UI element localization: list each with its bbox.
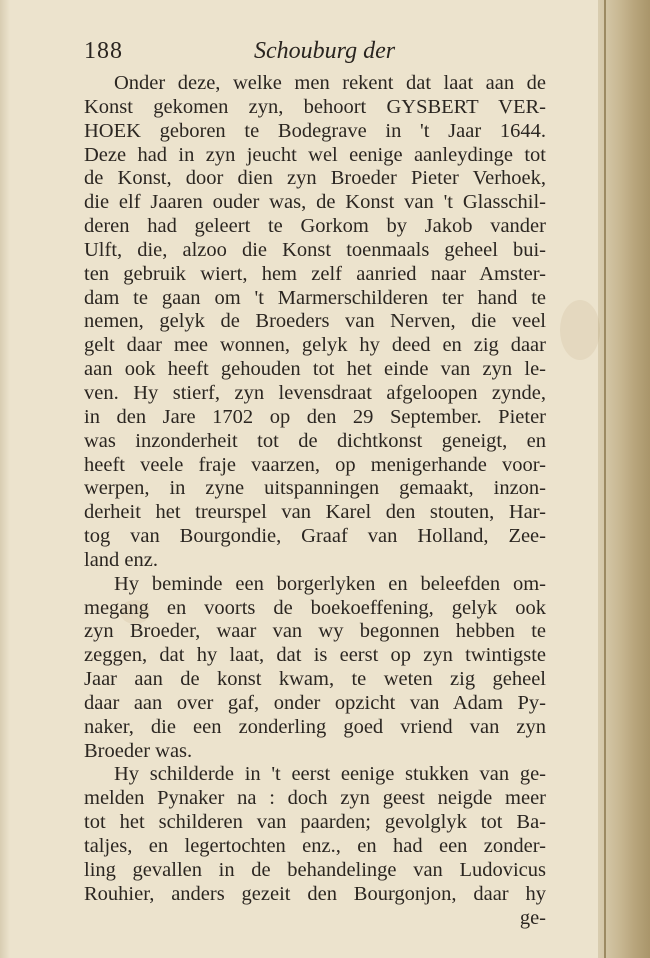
text-line: megang en voorts de boekoeffening, gelyk ook bbox=[84, 596, 546, 619]
text-line: de Konst, door dien zyn Broeder Pieter Verhoek, bbox=[84, 167, 546, 190]
text-line: in den Jare 1702 op den 29 September. Pieter bbox=[84, 405, 546, 428]
text-line: melden Pynaker na : doch zyn geest neigde meer bbox=[84, 787, 546, 810]
running-head bbox=[84, 38, 544, 68]
page-gutter bbox=[0, 0, 10, 958]
text-line: aan ook heeft gehouden tot het einde van zyn le- bbox=[84, 358, 546, 381]
text-line: Jaar aan de konst kwam, te weten zig geheel bbox=[84, 668, 546, 691]
text-line: die elf Jaaren ouder was, de Konst van 't Glasschil- bbox=[84, 191, 546, 214]
page-number: 188 bbox=[84, 38, 123, 64]
text-line: Broeder was. bbox=[84, 739, 193, 762]
text-line: gelt daar mee wonnen, gelyk hy deed en zig daar bbox=[84, 334, 546, 357]
text-line: Rouhier, anders gezeit den Bourgonjon, daar hy bbox=[84, 882, 546, 905]
text-line: ling gevallen in de behandelinge van Ludovicus bbox=[84, 858, 546, 881]
running-title: Schouburg der bbox=[254, 38, 396, 64]
body-text bbox=[84, 72, 546, 930]
text-line: Hy schilderde in 't eerst eenige stukken van ge- bbox=[114, 763, 546, 786]
text-line: zyn Broeder, waar van wy begonnen hebben te bbox=[84, 620, 546, 643]
text-line: dam te gaan om 't Marmerschilderen ter hand te bbox=[84, 286, 546, 309]
text-line: tot het schilderen van paarden; gevolglyk tot Ba- bbox=[84, 811, 546, 834]
text-line: heeft veele fraje vaarzen, op menigerhande voor- bbox=[84, 453, 546, 476]
text-line: taljes, en legertochten enz., en had een zonder- bbox=[84, 835, 546, 857]
text-line: werpen, in zyne uitspanningen gemaakt, inzon- bbox=[84, 477, 546, 500]
page-edge-line bbox=[604, 0, 606, 958]
text-line: nemen, gelyk de Broeders van Nerven, die veel bbox=[84, 310, 546, 333]
text-line: ten gebruik wiert, hem zelf aanried naar Amster- bbox=[84, 262, 546, 285]
text-line: tog van Bourgondie, Graaf van Holland, Zee- bbox=[84, 525, 546, 548]
text-line: zeggen, dat hy laat, dat is eerst op zyn twintigste bbox=[84, 644, 546, 667]
text-line: Deze had in zyn jeucht wel eenige aanleydinge tot bbox=[84, 143, 546, 166]
text-line: Onder deze, welke men rekent dat laat aan de bbox=[114, 72, 546, 94]
text-line: Ulft, die, alzoo die Konst toenmaals geheel bui- bbox=[84, 238, 546, 261]
catchword: ge- bbox=[519, 906, 546, 929]
text-line: ven. Hy stierf, zyn levensdraat afgeloopen zynde, bbox=[84, 381, 546, 404]
text-line: deren had geleert te Gorkom by Jakob vander bbox=[84, 215, 546, 238]
text-line: was inzonderheit tot de dichtkonst geneigt, en bbox=[84, 429, 546, 452]
text-line: naker, die een zonderling goed vriend van zyn bbox=[84, 715, 546, 738]
text-line: derheit het treurspel van Karel den stouten, Har- bbox=[84, 501, 546, 524]
text-line: Hy beminde een borgerlyken en beleefden om- bbox=[114, 572, 546, 595]
text-line: land enz. bbox=[84, 548, 158, 571]
text-line: Konst gekomen zyn, behoort GYSBERT VER- bbox=[84, 95, 546, 118]
text-line: daar aan over gaf, onder opzicht van Adam Py- bbox=[84, 691, 546, 714]
text-line: HOEK geboren te Bodegrave in 't Jaar 1644. bbox=[84, 119, 546, 142]
paper-stain bbox=[560, 300, 600, 360]
